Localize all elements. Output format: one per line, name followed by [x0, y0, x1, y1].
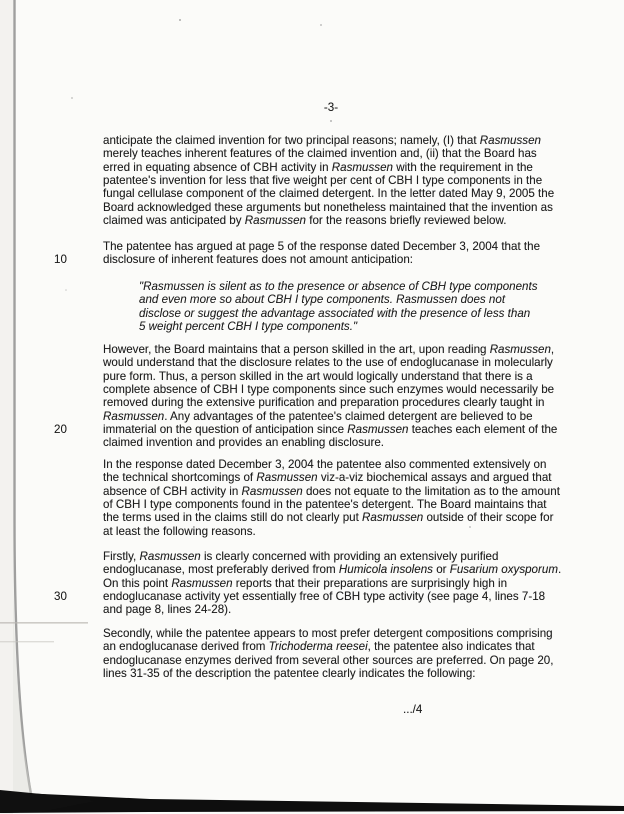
dust-speck — [71, 97, 73, 99]
margin-line-number-30: 30 — [54, 590, 67, 603]
margin-line-number-20: 20 — [54, 423, 67, 436]
bottom-left-corner — [0, 790, 96, 813]
page-curl-shadow — [13, 540, 36, 806]
margin-line-number-10: 10 — [54, 253, 67, 266]
page-number: -3- — [323, 101, 339, 114]
continuation-marker: .../4 — [403, 703, 423, 716]
paragraph-board-maintains: However, the Board maintains that a person skilled in the art, upon reading Rasmussen, would understand that the disclosure relates to the use of endoglucanase in molecularly pure form. Thus, a person skilled in the art would logically understand that there is a complete absence of CBH I type components since such enzymes would necessarily be removed during the extensive purification and preparation procedures clearly taught in Rasmussen. Any advantages of the patentee's claimed detergent are believed to be immaterial on the question of anticipation since Rasmussen teaches each element of the claimed invention and provides an enabling disclosure. — [103, 343, 558, 450]
page-edge-line — [15, 0, 34, 804]
paragraph-patentee-argument: The patentee has argued at page 5 of the response dated December 3, 2004 that the disclosure of inherent features does not amount anticipation: — [103, 240, 541, 267]
scan-streak — [0, 622, 88, 624]
dust-speck — [65, 289, 67, 291]
page-edge-shading — [0, 0, 13, 814]
dust-speck — [320, 24, 322, 26]
blockquote-rasmussen: "Rasmussen is silent as to the presence or absence of CBH type components and even more so about CBH I type components. Rasmussen does not disclose or suggest the advantage associated with the presence of less than 5 weight percent CBH I type components." — [139, 280, 538, 334]
paragraph-anticipation-reasons: anticipate the claimed invention for two principal reasons; namely, (I) that Rasmussen merely teaches inherent features of the claimed invention and, (ii) that the Board has erred in equating absence of CBH activity in Rasmussen with the requirement in the patentee's invention for less that five weight per cent of CBH I type components in the fungal cellulase component of the claimed detergent. In the letter dated May 9, 2005 the Board acknowledged these arguments but nonetheless maintained that the invention as claimed was anticipated by Rasmussen for the reasons briefly reviewed below. — [103, 134, 555, 228]
paragraph-response-shortcomings: In the response dated December 3, 2004 the patentee also commented extensively on the technical shortcomings of Rasmussen viz-a-viz biochemical assays and argued that absence of CBH activity in Rasmussen does not equate to the limitation as to the amount of CBH I type components found in the patentee's detergent. The Board maintains that the terms used in the claims still do not clearly put Rasmussen outside of their scope for at least the following reasons. — [103, 458, 560, 538]
paragraph-secondly: Secondly, while the patentee appears to most prefer detergent compositions comprising an endoglucanase derived from Trichoderma reesei, the patentee also indicates that endoglucanase enzymes derived from several other sources are preferred. On page 20, lines 31-35 of the description the patentee clearly indicates the following: — [103, 627, 554, 681]
dust-speck — [330, 120, 332, 122]
dust-speck — [179, 19, 181, 21]
scan-streak — [0, 641, 54, 642]
paragraph-firstly: Firstly, Rasmussen is clearly concerned with providing an extensively purified endoglucanase, most preferably derived from Humicola insolens or Fusarium oxysporum. On this point Rasmussen reports that their preparations are surprisingly high in endoglucanase activity yet essentially free of CBH type activity (see page 4, lines 7-18 and page 8, lines 24-28). — [103, 550, 562, 617]
bottom-scan-bar — [0, 792, 624, 813]
